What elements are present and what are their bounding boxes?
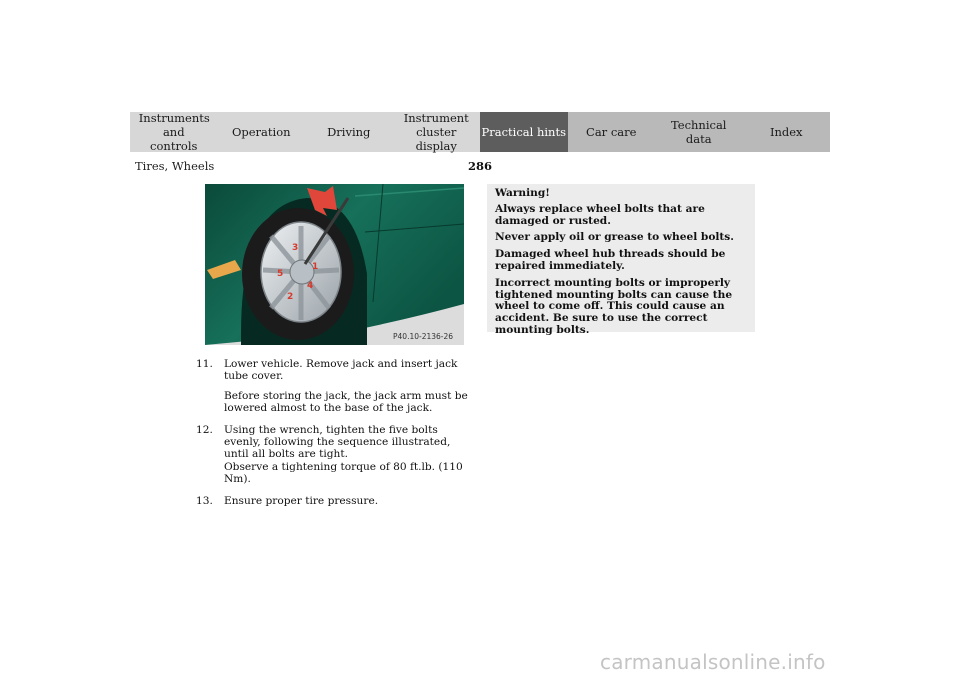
step-13 bbox=[196, 494, 475, 507]
step-note: Before storing the jack, the jack arm must be lowered almost to the base of the jack. bbox=[224, 389, 468, 415]
wheel-illustration-svg bbox=[205, 184, 464, 345]
instruction-steps bbox=[196, 358, 475, 516]
bolt-label: 5 bbox=[277, 269, 284, 279]
tab-instruments-and-controls[interactable]: Instruments and controls bbox=[130, 112, 218, 152]
warning-paragraph: Incorrect mounting bolts or improperly tightened mounting bolts can cause the wheel to come off. This could cause an accident. Be sure to use the correct mounting bolts. bbox=[495, 276, 733, 336]
tab-instrument-cluster-display[interactable]: Instrument cluster display bbox=[393, 112, 481, 152]
tab-practical-hints[interactable]: Practical hints bbox=[480, 112, 568, 152]
warning-box bbox=[487, 184, 755, 336]
step-number: 12. bbox=[196, 423, 213, 436]
site-watermark: carmanualsonline.info bbox=[600, 650, 826, 674]
chapter-tab-bar bbox=[130, 112, 830, 152]
step-number: 13. bbox=[196, 494, 213, 507]
step-text: Using the wrench, tighten the five bolts evenly, following the sequence illustrated, until all bolts are tight. bbox=[224, 423, 451, 461]
bolt-label: 3 bbox=[292, 243, 299, 253]
illustration-code: P40.10-2136-26 bbox=[393, 332, 454, 341]
warning-heading: Warning! bbox=[495, 187, 550, 199]
section-title: Tires, Wheels bbox=[135, 159, 215, 173]
warning-paragraph: Damaged wheel hub threads should be repaired immediately. bbox=[495, 248, 726, 272]
step-text: Lower vehicle. Remove jack and insert jack tube cover. bbox=[224, 358, 458, 383]
tab-driving[interactable]: Driving bbox=[305, 112, 393, 152]
tab-operation[interactable]: Operation bbox=[218, 112, 306, 152]
warning-paragraph: Never apply oil or grease to wheel bolts. bbox=[495, 231, 734, 244]
step-text: Ensure proper tire pressure. bbox=[224, 494, 379, 507]
step-11 bbox=[196, 358, 475, 415]
tab-car-care[interactable]: Car care bbox=[568, 112, 656, 152]
page-number: 286 bbox=[468, 159, 493, 173]
bolt-label: 1 bbox=[312, 262, 319, 272]
bolt-label: 2 bbox=[287, 292, 294, 302]
step-note: Observe a tightening torque of 80 ft.lb. (110 Nm). bbox=[224, 460, 463, 486]
wheel-bolt-tightening-illustration bbox=[205, 184, 464, 345]
step-12 bbox=[196, 423, 475, 486]
warning-paragraph: Always replace wheel bolts that are damaged or rusted. bbox=[495, 202, 705, 227]
tab-technical-data[interactable]: Technical data bbox=[655, 112, 743, 152]
tab-index[interactable]: Index bbox=[743, 112, 831, 152]
bolt-label: 4 bbox=[307, 281, 314, 291]
step-number: 11. bbox=[196, 358, 213, 370]
